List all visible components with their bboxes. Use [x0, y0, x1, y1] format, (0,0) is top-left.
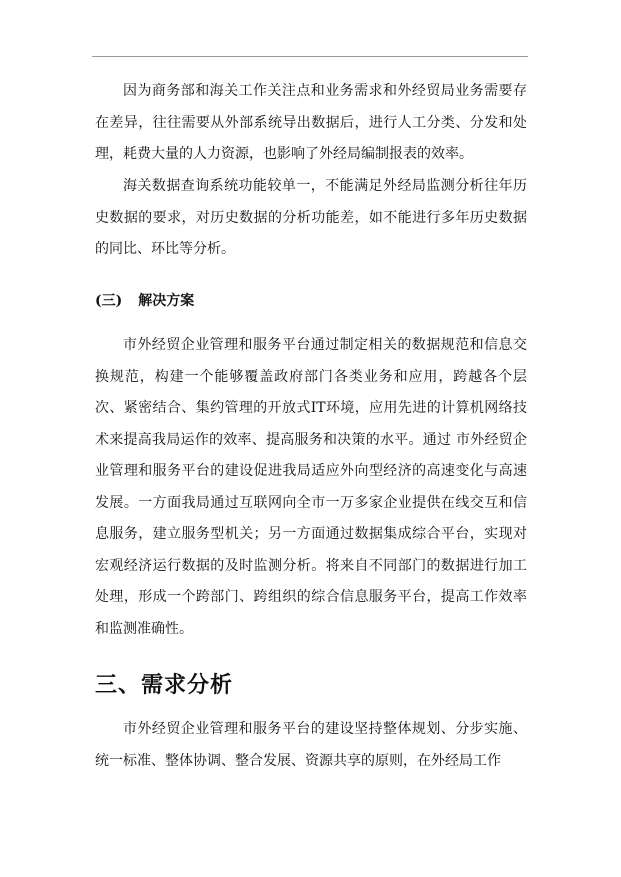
header-rule: [92, 56, 528, 57]
paragraph-requirements-intro: 市外经贸企业管理和服务平台的建设坚持整体规划、分步实施、统一标准、整体协调、整合发展、资源共享的原则，在外经局工作: [95, 721, 527, 769]
subheading-number: (三): [95, 293, 123, 309]
subheading-title: 解决方案: [138, 293, 195, 309]
paragraph-data-differences: 因为商务部和海关工作关注点和业务需求和外经贸局业务需要存在差异，往往需要从外部系统导出数据后，进行人工分类、分发和处理，耗费大量的人力资源，也影响了外经局编制报表的效率。: [95, 83, 527, 162]
paragraph-query-system-limits: 海关数据查询系统功能较单一，不能满足外经局监测分析往年历史数据的要求，对历史数据的分析功能差，如不能进行多年历史数据的同比、环比等分析。: [95, 178, 527, 257]
subheading-solution: [95, 288, 194, 314]
section-title-requirements: 三、需求分析: [95, 672, 234, 698]
paragraph-solution-description: 市外经贸企业管理和服务平台通过制定相关的数据规范和信息交换规范，构建一个能够覆盖政府部门各类业务和应用，跨越各个层次、紧密结合、集约管理的开放式IT环境，应用先进的计算机网络技术来提高我局运作的效率、提高服务和决策的水平。通过 市外经贸企业管理和服务平台的建设促进我局适应外向型经济的高速变化与高速发展。一方面我局通过互联网向全市一万多家企业提供在线交互和信息服务，建立服务型机关；另一方面通过数据集成综合平台，实现对宏观经济运行数据的及时监测分析。将来自不同部门的数据进行加工处理，形成一个跨部门、跨组织的综合信息服务平台，提高工作效率和监测准确性。: [95, 337, 527, 637]
